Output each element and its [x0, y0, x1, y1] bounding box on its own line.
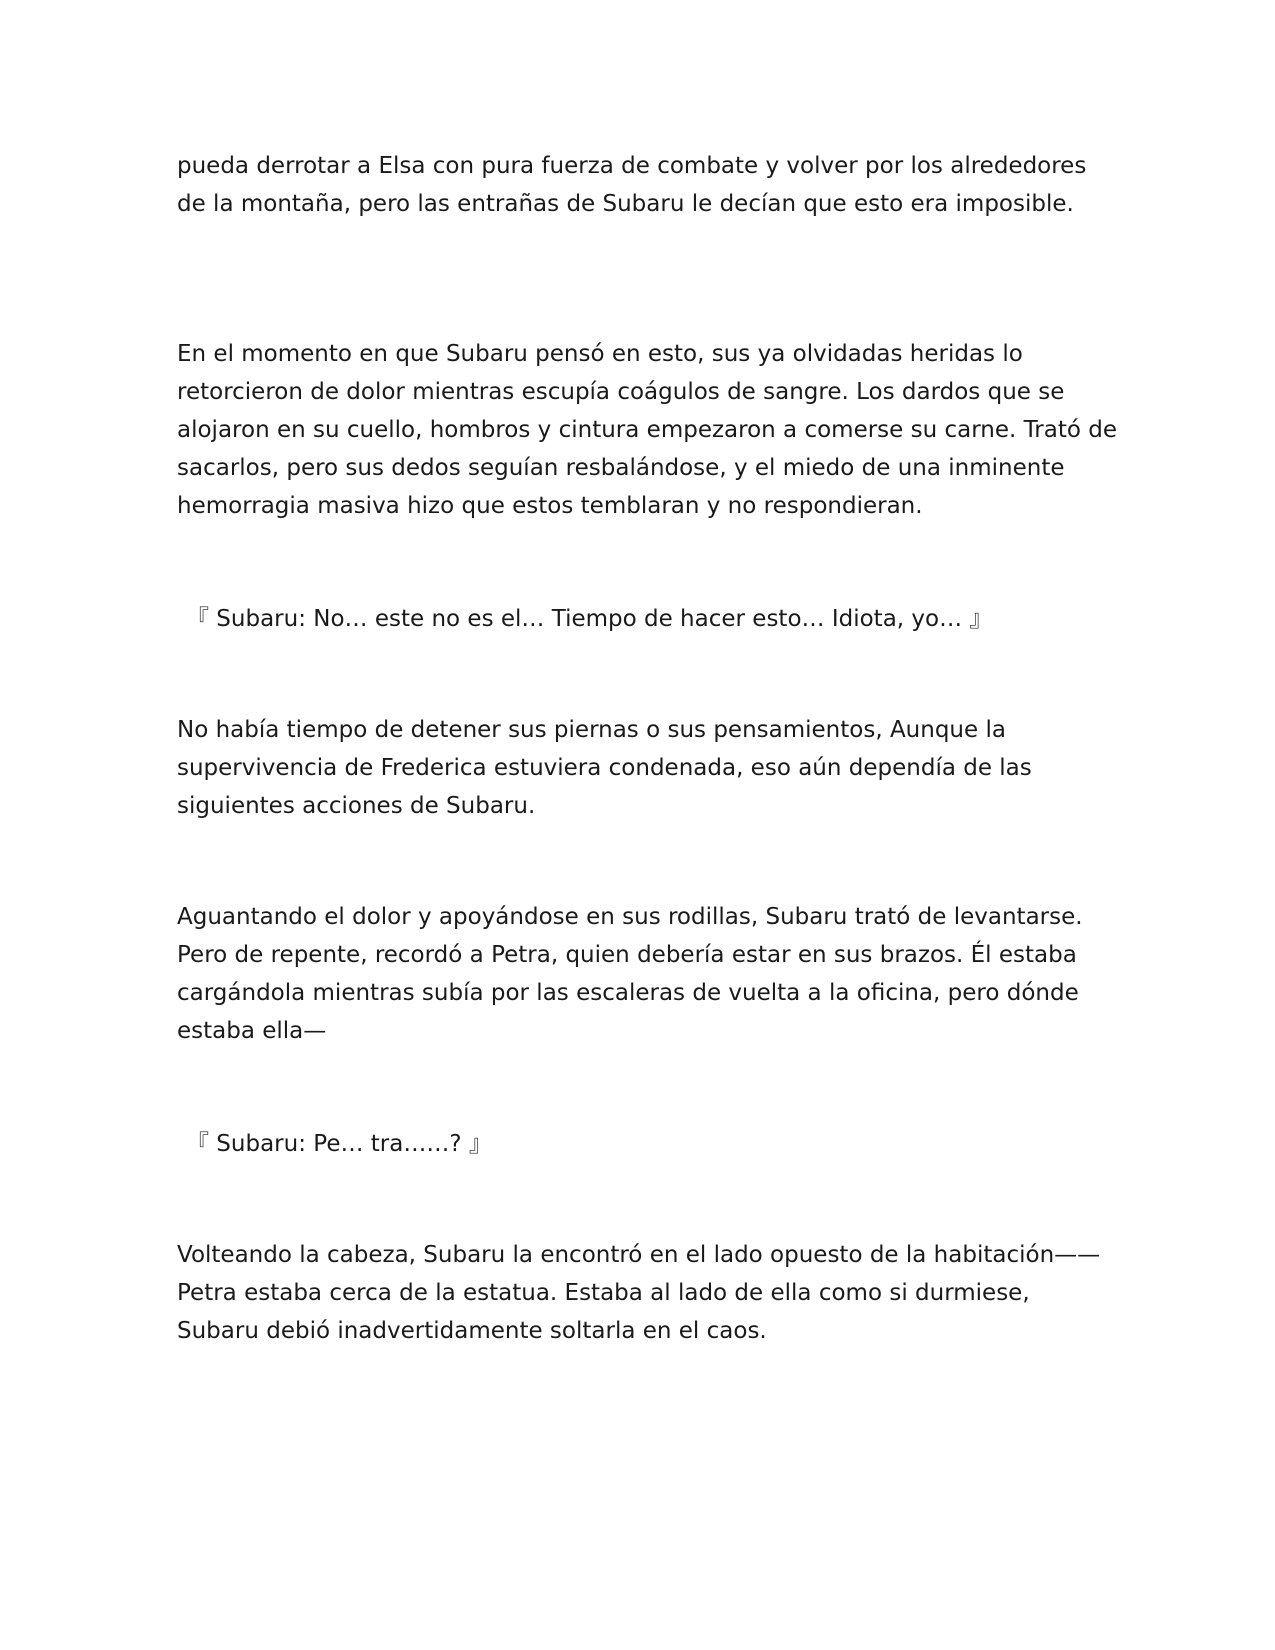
paragraph-elsa-impossible: pueda derrotar a Elsa con pura fuerza de combate y volver por los alrededores de la montaña, pero las entrañas de Subaru le decían que esto era imposible.	[177, 153, 1087, 217]
paragraph-wounds: En el momento en que Subaru pensó en esto, sus ya olvidadas heridas lo retorcieron de dolor mientras escupía coágulos de sangre. Los dardos que se alojaron en su cuello, hombros y cintura empezaron a comerse su carne. Trató de sacarlos, pero sus dedos seguían resbalándose, y el miedo de una inminente hemorragia masiva hizo que estos temblaran y no respondieran.	[177, 341, 1118, 519]
paragraph-petra-found: Volteando la cabeza, Subaru la encontró en el lado opuesto de la habitación—— Petra estaba cerca de la estatua. Estaba al lado de ella como si durmiese, Subaru debió inadvertidamente soltarla en el caos.	[177, 1242, 1101, 1344]
dialogue-subaru-petra: 『 Subaru: Pe… tra……? 』	[186, 1131, 492, 1157]
dialogue-subaru-idiot: 『 Subaru: No… este no es el… Tiempo de hacer esto… Idiota, yo… 』	[186, 606, 993, 632]
paragraph-frederica: No había tiempo de detener sus piernas o sus pensamientos, Aunque la supervivencia de Frederica estuviera condenada, eso aún dependía de las siguientes acciones de Subaru.	[177, 717, 1032, 819]
paragraph-petra-recall: Aguantando el dolor y apoyándose en sus rodillas, Subaru trató de levantarse. Pero de repente, recordó a Petra, quien debería estar en sus brazos. Él estaba cargándola mientras subía por las escaleras de vuelta a la oficina, pero dónde estaba ella—	[177, 904, 1083, 1044]
